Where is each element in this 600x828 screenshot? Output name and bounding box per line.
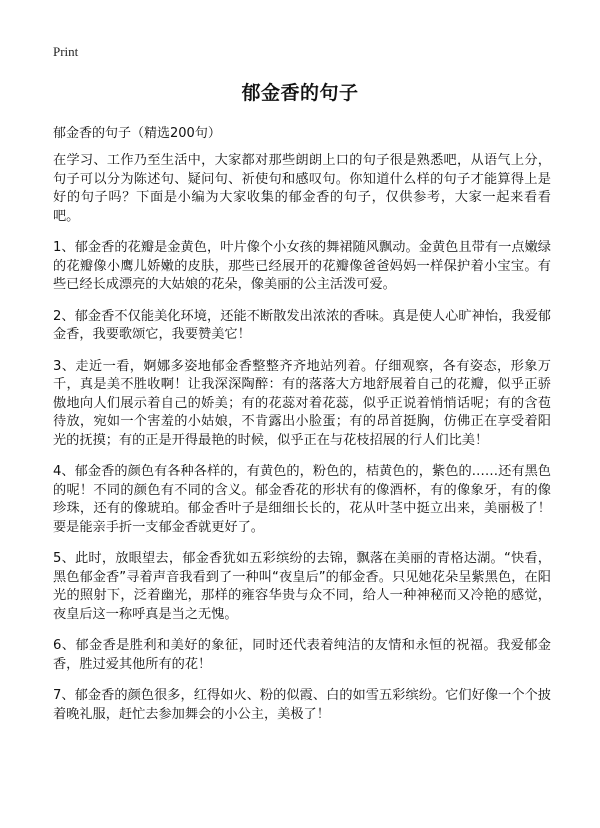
sentence-paragraph-1: 1、郁金香的花瓣是金黄色，叶片像个小女孩的舞裙随风飘动。金黄色且带有一点嫩绿的花瓣像小鹰儿娇嫩的皮肤，那些已经展开的花瓣像爸爸妈妈一样保护着小宝宝。有些已经长成漂亮的大姑娘的花朵，像美丽的公主活泼可爱。 — [53, 240, 551, 292]
sentence-paragraph-4: 4、郁金香的颜色有各种各样的，有黄色的，粉色的，桔黄色的，紫色的……还有黑色的呢！不同的颜色有不同的含义。郁金香花的形状有的像酒杯，有的像象牙，有的像珍珠，还有的像琥珀。郁金香叶子是细细长长的，花从叶茎中挺立出来，美丽极了！要是能亲手折一支郁金香就更好了。 — [53, 464, 551, 535]
print-link[interactable]: Print — [53, 44, 79, 59]
sentence-paragraph-6: 6、郁金香是胜利和美好的象征，同时还代表着纯洁的友情和永恒的祝福。我爱郁金香，胜过爱其他所有的花！ — [53, 638, 551, 672]
sentence-paragraph-2: 2、郁金香不仅能美化环境，还能不断散发出浓浓的香味。真是使人心旷神怡，我爱郁金香，我要歌颂它，我要赞美它！ — [53, 308, 551, 342]
intro-paragraph: 在学习、工作乃至生活中，大家都对那些朗朗上口的句子很是熟悉吧，从语气上分，句子可以分为陈述句、疑问句、祈使句和感叹句。你知道什么样的句子才能算得上是好的句子吗？下面是小编为大家收集的郁金香的句子，仅供参考，大家一起来看看吧。 — [53, 153, 551, 224]
document-subtitle: 郁金香的句子（精选200句） — [53, 126, 221, 141]
page-title: 郁金香的句子 — [241, 82, 359, 104]
sentence-paragraph-7: 7、郁金香的颜色很多，红得如火、粉的似霞、白的如雪五彩缤纷。它们好像一个个披着晚礼服，赶忙去参加舞会的小公主，美极了！ — [53, 688, 551, 722]
sentence-paragraph-3: 3、走近一看，婀娜多姿地郁金香整整齐齐地站列着。仔细观察，各有姿态，形象万千，真是美不胜收啊！让我深深陶醉：有的落落大方地舒展着自己的花瓣，似乎正骄傲地向人们展示着自己的娇美；有的花蕊对着花蕊，似乎正说着悄悄话呢；有的含苞待放，宛如一个害羞的小姑娘，不肯露出小脸蛋；有的昂首挺胸，仿佛正在享受着阳光的抚摸；有的正是开得最艳的时候，似乎正在与花枝招展的行人们比美！ — [53, 358, 551, 448]
sentence-paragraph-5: 5、此时，放眼望去，郁金香犹如五彩缤纷的去锦，飘落在美丽的青格达湖。“快看，黑色郁金香”寻着声音我看到了一种叫“夜皇后”的郁金香。只见她花朵呈紫黑色，在阳光的照射下，泛着幽光，那样的雍容华贵与众不同，给人一种神秘而又冷艳的感觉，夜皇后这一称呼真是当之无愧。 — [53, 551, 551, 622]
article-body — [53, 152, 551, 737]
